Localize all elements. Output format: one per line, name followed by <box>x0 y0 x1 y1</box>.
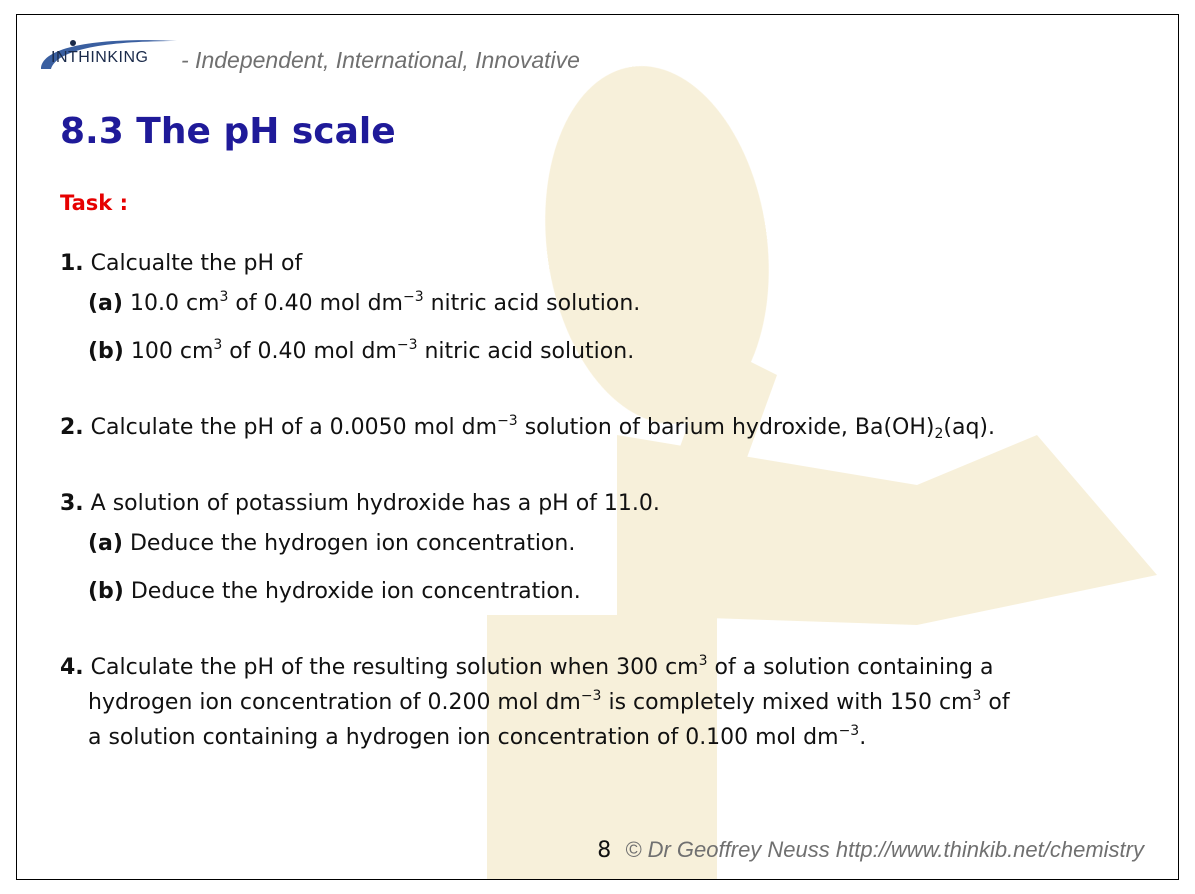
question-text: Calculate the pH of a 0.0050 mol dm <box>90 415 498 440</box>
slide <box>16 14 1179 880</box>
question-text: (aq). <box>943 415 995 440</box>
part-text: of 0.40 mol dm <box>222 339 397 364</box>
part-text: of 0.40 mol dm <box>228 291 403 316</box>
superscript: −3 <box>402 289 424 305</box>
superscript: −3 <box>580 688 602 704</box>
question-4-line-3 <box>60 720 1010 755</box>
question-4 <box>60 651 1010 755</box>
superscript: 3 <box>972 688 982 704</box>
question-1b <box>88 335 1010 369</box>
question-text: is completely mixed with 150 cm <box>601 690 973 715</box>
question-text: of a solution containing a <box>707 655 994 680</box>
part-text: Deduce the hydroxide ion concentration. <box>130 579 581 604</box>
question-4-line-2 <box>60 685 1010 720</box>
part-label: (b) <box>88 339 124 364</box>
part-text: nitric acid solution. <box>423 291 641 316</box>
question-number: 4. <box>60 655 84 680</box>
question-3 <box>60 487 1010 609</box>
question-number: 1. <box>60 251 84 276</box>
superscript: −3 <box>396 337 418 353</box>
question-text: Calcualte the pH of <box>90 251 303 276</box>
footer <box>597 837 1144 863</box>
question-number: 2. <box>60 415 84 440</box>
superscript: −3 <box>497 413 518 429</box>
page-title: 8.3 The pH scale <box>60 111 396 152</box>
superscript: −3 <box>838 723 860 739</box>
question-list <box>60 247 1010 755</box>
inthinking-logo <box>37 37 177 77</box>
question-1a <box>88 287 1010 321</box>
page-number: 8 <box>597 838 612 863</box>
question-text: solution of barium hydroxide, Ba(OH) <box>517 415 935 440</box>
task-label: Task : <box>60 191 128 215</box>
part-label: (b) <box>88 579 124 604</box>
question-text: a solution containing a hydrogen ion concentration of 0.100 mol dm <box>88 725 839 750</box>
part-text: Deduce the hydrogen ion concentration. <box>129 531 576 556</box>
copyright-text: © Dr Geoffrey Neuss http://www.thinkib.net/chemistry <box>625 837 1144 862</box>
question-text: of <box>981 690 1010 715</box>
question-text: Calculate the pH of the resulting solution when 300 cm <box>90 655 699 680</box>
question-3a <box>88 527 1010 561</box>
part-text: nitric acid solution. <box>417 339 635 364</box>
logo-text: INTHINKING <box>51 49 149 66</box>
superscript: 3 <box>219 289 229 305</box>
question-3b <box>88 575 1010 609</box>
part-label: (a) <box>88 531 123 556</box>
question-1 <box>60 247 1010 369</box>
question-text: . <box>859 725 867 750</box>
part-label: (a) <box>88 291 123 316</box>
question-text: A solution of potassium hydroxide has a pH of 11.0. <box>90 491 660 516</box>
tagline: - Independent, International, Innovative <box>181 46 580 73</box>
part-text: 10.0 cm <box>129 291 220 316</box>
subscript: 2 <box>934 426 944 442</box>
superscript: 3 <box>698 653 708 669</box>
question-2 <box>60 411 1010 445</box>
question-number: 3. <box>60 491 84 516</box>
part-text: 100 cm <box>130 339 214 364</box>
question-text: hydrogen ion concentration of 0.200 mol dm <box>88 690 581 715</box>
header <box>37 37 580 77</box>
superscript: 3 <box>213 337 223 353</box>
